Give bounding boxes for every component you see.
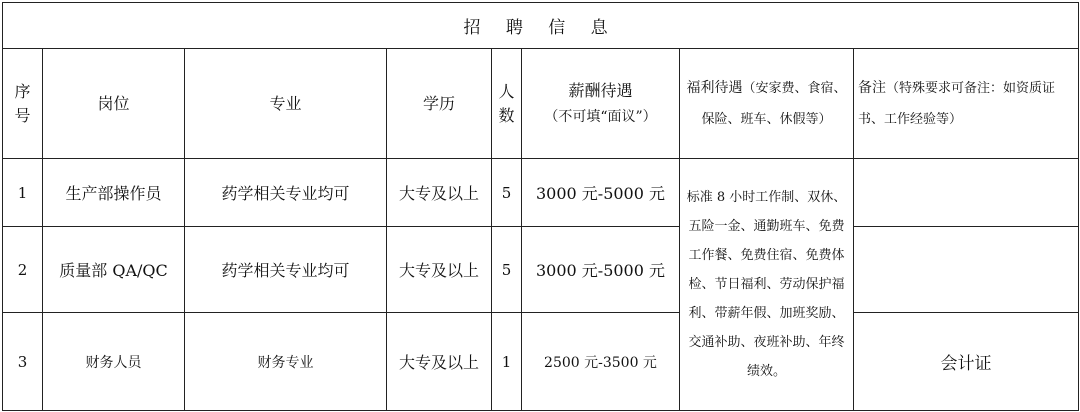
row2-position: 质量部 QA/QC	[43, 227, 185, 313]
table-title: 招 聘 信 息	[3, 3, 1079, 49]
title-row	[3, 3, 1079, 49]
header-remarks	[854, 49, 1079, 159]
table-row	[3, 159, 1079, 227]
row1-position: 生产部操作员	[43, 159, 185, 227]
header-seq	[3, 49, 43, 159]
header-position: 岗位	[43, 49, 185, 159]
header-salary-label: 薪酬待遇	[568, 80, 633, 100]
row1-count: 5	[492, 159, 522, 227]
row2-count: 5	[492, 227, 522, 313]
row3-position: 财务人员	[43, 313, 185, 411]
table-row	[3, 313, 1079, 411]
row2-education: 大专及以上	[387, 227, 492, 313]
header-seq-top: 序	[14, 81, 31, 101]
row2-major: 药学相关专业均可	[185, 227, 387, 313]
header-salary	[522, 49, 680, 159]
header-remarks-label: 备注	[858, 79, 886, 96]
row1-salary: 3000 元-5000 元	[522, 159, 680, 227]
row3-remarks: 会计证	[854, 313, 1079, 411]
header-benefits	[680, 49, 854, 159]
recruitment-table	[2, 2, 1079, 411]
row3-salary: 2500 元-3500 元	[522, 313, 680, 411]
header-major: 专业	[185, 49, 387, 159]
header-benefits-note: （安家费、食宿、保险、班车、休假等）	[701, 80, 847, 127]
row2-salary: 3000 元-5000 元	[522, 227, 680, 313]
row3-education: 大专及以上	[387, 313, 492, 411]
header-count-bottom: 数	[498, 105, 515, 125]
table-row	[3, 227, 1079, 313]
benefits-cell: 标准 8 小时工作制、双休、五险一金、通勤班车、免费工作餐、免费住宿、免费体检、节日福利、劳动保护福利、带薪年假、加班奖励、交通补助、夜班补助、年终绩效。	[680, 159, 854, 411]
row2-remarks	[854, 227, 1079, 313]
header-remarks-note: （特殊要求可备注：如资质证书、工作经验等）	[858, 80, 1056, 127]
row1-education: 大专及以上	[387, 159, 492, 227]
header-seq-bottom: 号	[14, 105, 31, 125]
row3-seq: 3	[3, 313, 43, 411]
header-count	[492, 49, 522, 159]
header-count-top: 人	[498, 81, 515, 101]
row1-remarks	[854, 159, 1079, 227]
row2-seq: 2	[3, 227, 43, 313]
row1-major: 药学相关专业均可	[185, 159, 387, 227]
header-row	[3, 49, 1079, 159]
row1-seq: 1	[3, 159, 43, 227]
row3-major: 财务专业	[185, 313, 387, 411]
row3-count: 1	[492, 313, 522, 411]
header-education: 学历	[387, 49, 492, 159]
header-benefits-label: 福利待遇	[686, 79, 743, 96]
header-salary-note: （不可填“面议”）	[544, 108, 657, 125]
